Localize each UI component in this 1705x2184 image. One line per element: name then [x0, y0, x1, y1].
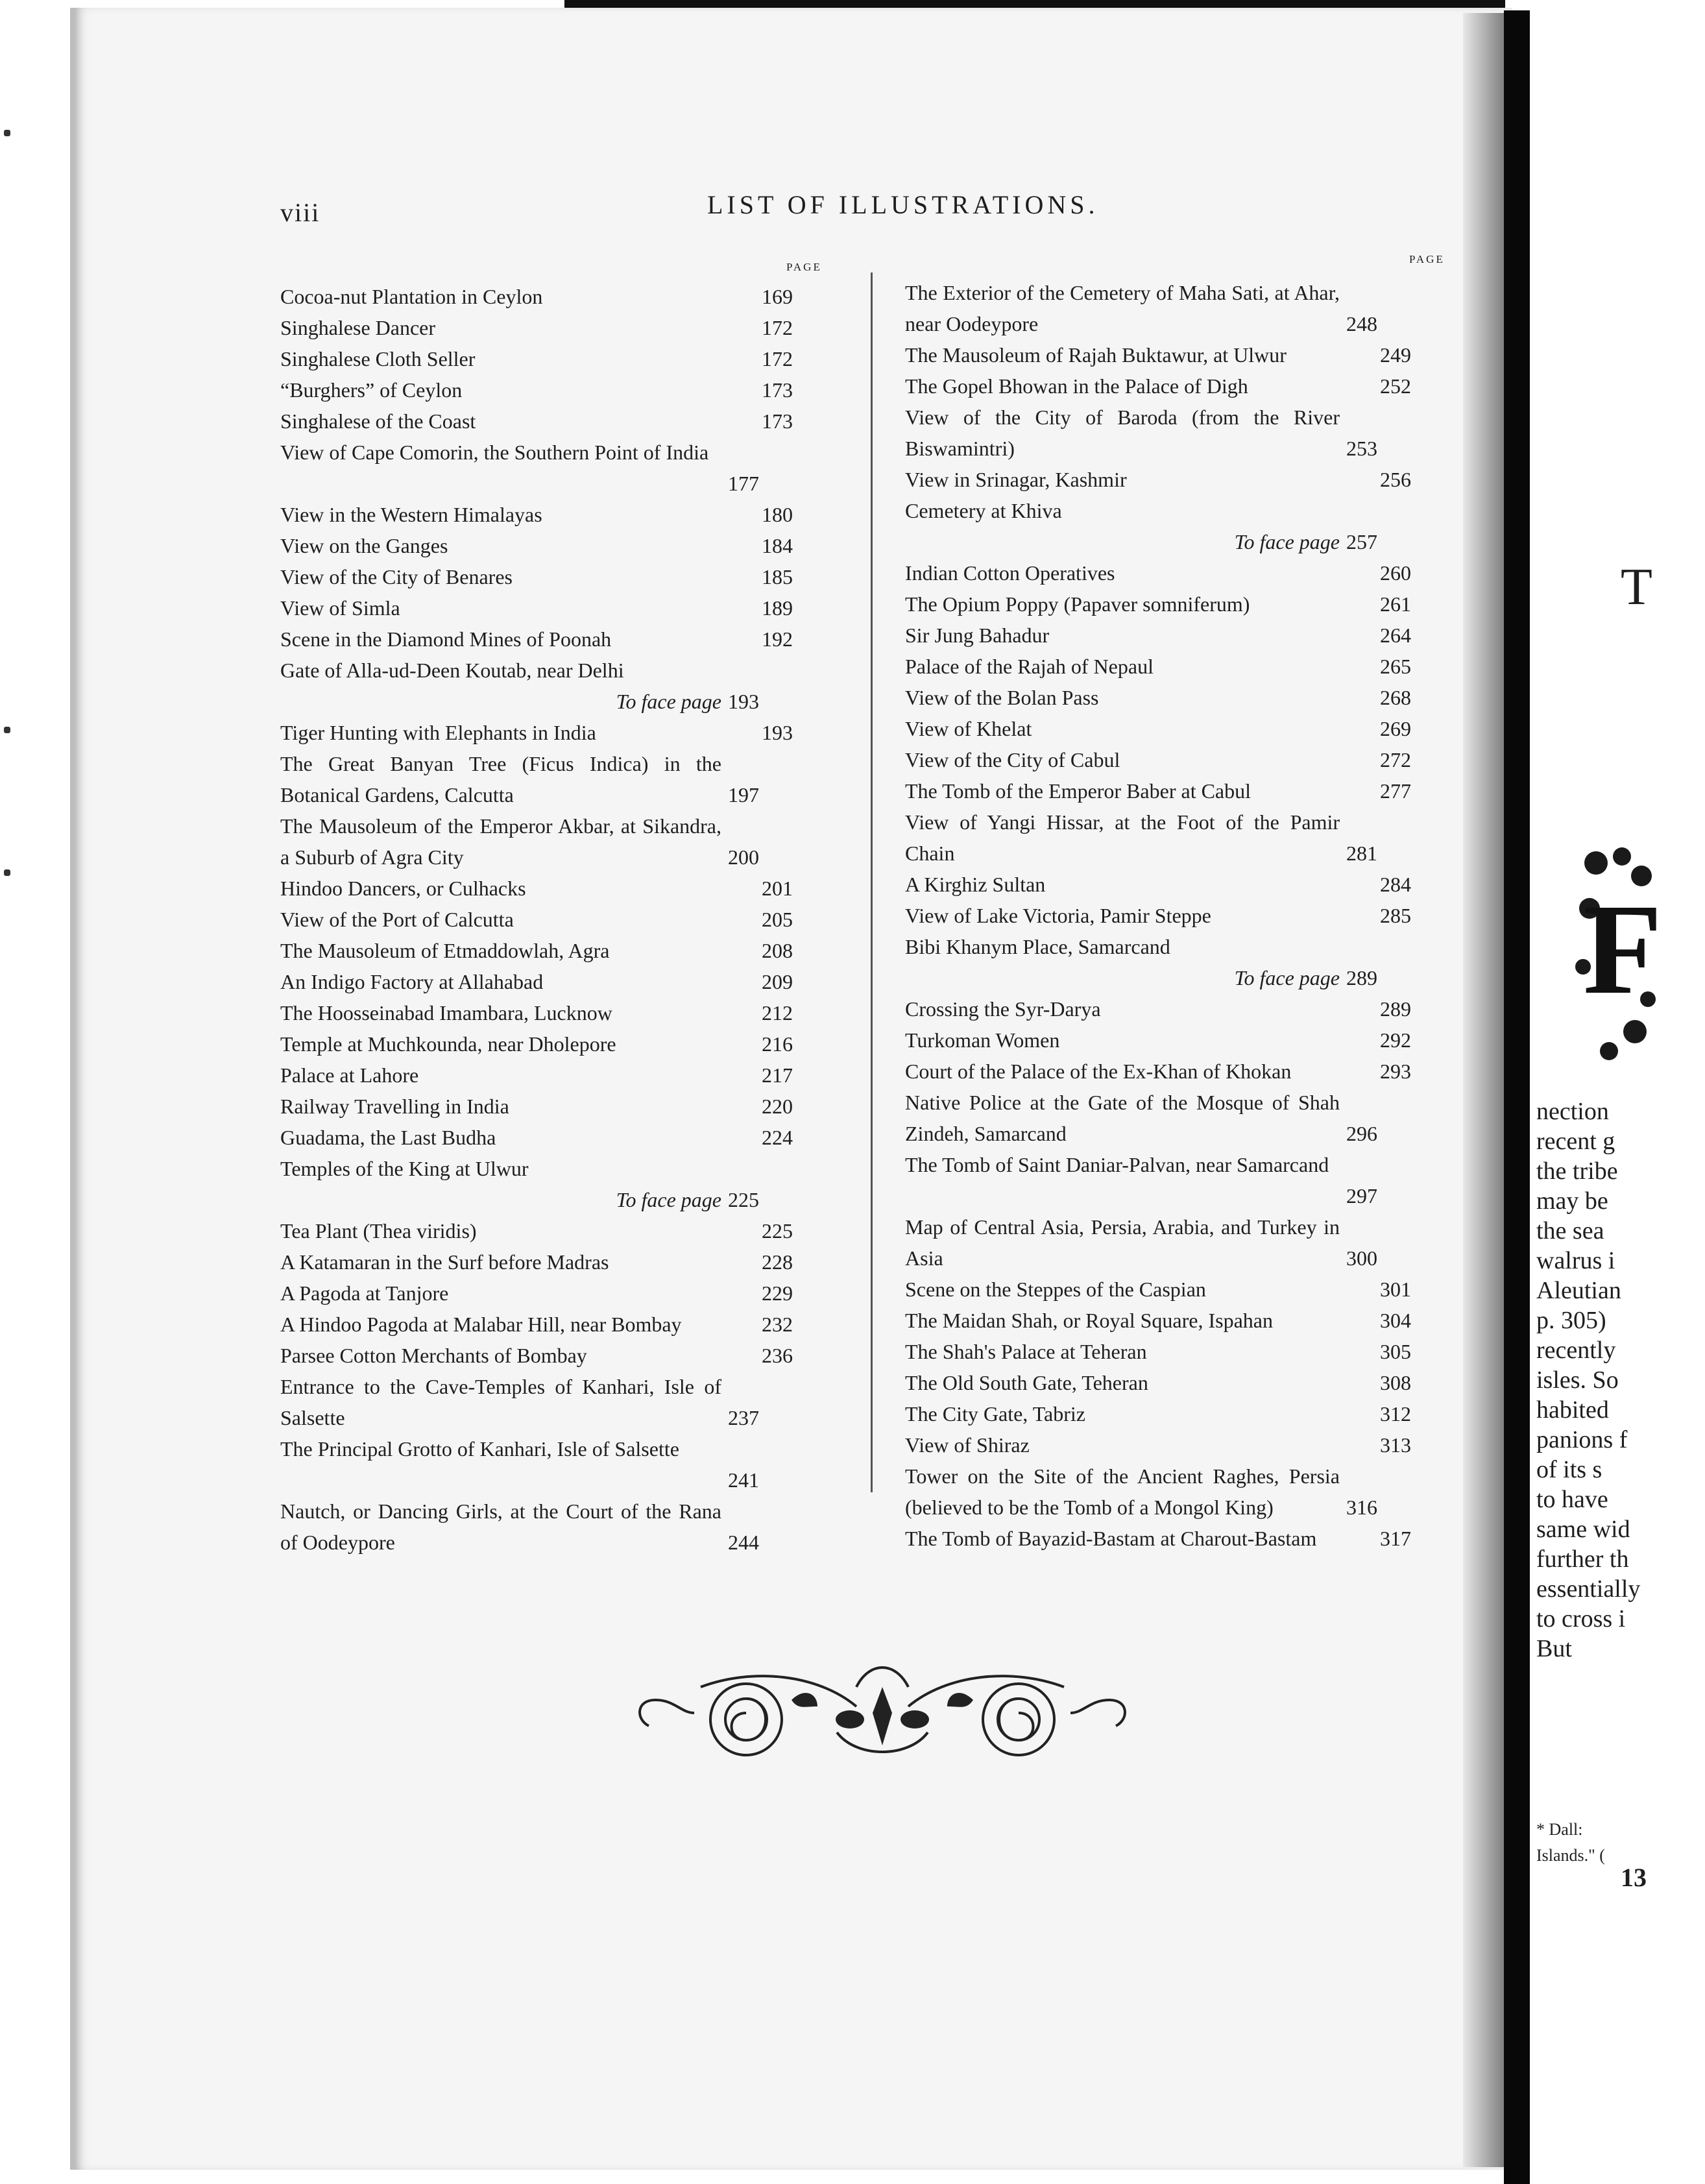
illustration-title: Sir Jung Bahadur: [905, 624, 1050, 647]
illustration-title: Tea Plant (Thea viridis): [280, 1219, 477, 1243]
list-item: [280, 530, 793, 561]
page-ref: 268: [1380, 686, 1411, 709]
page-ref: 237: [728, 1406, 759, 1429]
list-item: [280, 561, 793, 592]
page-ref: 224: [762, 1126, 793, 1149]
illustration-title: Railway Travelling in India: [280, 1095, 509, 1118]
illustration-title: The Tomb of Saint Daniar-Palvan, near Samarcand: [905, 1153, 1329, 1176]
list-item: [280, 748, 793, 810]
gutter-shadow: [1463, 13, 1507, 2167]
facing-text-line: Aleutian: [1536, 1277, 1621, 1304]
list-item: [905, 1398, 1411, 1429]
illustrations-list-left: [280, 281, 793, 1558]
list-item: [905, 495, 1411, 557]
page-ref: 301: [1380, 1278, 1411, 1301]
facing-text-line: isles. So: [1536, 1366, 1619, 1394]
list-item: [280, 1340, 793, 1371]
illustration-title: Turkoman Women: [905, 1028, 1060, 1052]
page-ref: 293: [1380, 1060, 1411, 1083]
illustration-title: A Hindoo Pagoda at Malabar Hill, near Bombay: [280, 1313, 682, 1336]
page-ref: 220: [762, 1095, 793, 1118]
illustration-title: Temples of the King at Ulwur: [280, 1157, 529, 1180]
to-face-page-note: To face page: [616, 1188, 721, 1211]
illustration-title: A Pagoda at Tanjore: [280, 1281, 449, 1305]
facing-text-line: But: [1536, 1635, 1572, 1662]
illustration-title: The Shah's Palace at Teheran: [905, 1340, 1147, 1363]
list-item: [280, 1246, 793, 1278]
list-item: [280, 717, 793, 748]
page-ref: 248: [1346, 312, 1377, 335]
list-item: [905, 1056, 1411, 1087]
illustration-title: The Tomb of Bayazid-Bastam at Charout-Bastam: [905, 1527, 1317, 1550]
illustration-title: Guadama, the Last Budha: [280, 1126, 496, 1149]
to-face-page-note: To face page: [1234, 530, 1340, 553]
page-ref: 173: [762, 378, 793, 402]
page-ref: 189: [762, 596, 793, 620]
illustration-title: View of the City of Baroda (from the River Biswamintri): [905, 406, 1340, 460]
list-item: [905, 900, 1411, 931]
list-item: [905, 588, 1411, 620]
list-item: [905, 1149, 1411, 1211]
illustration-title: Palace at Lahore: [280, 1063, 419, 1087]
illustration-title: The Mausoleum of the Emperor Akbar, at Sikandra, a Suburb of Agra City: [280, 814, 721, 869]
page-ref: 212: [762, 1001, 793, 1025]
list-item: [280, 1122, 793, 1153]
list-item: [280, 437, 793, 499]
illustration-title: Parsee Cotton Merchants of Bombay: [280, 1344, 587, 1367]
illustration-title: The Mausoleum of Rajah Buktawur, at Ulwur: [905, 343, 1287, 367]
decorative-ornament: [623, 1648, 1142, 1765]
page-ref: 300: [1346, 1246, 1377, 1270]
illustration-title: Hindoo Dancers, or Culhacks: [280, 877, 526, 900]
illustration-title: An Indigo Factory at Allahabad: [280, 970, 544, 993]
illustration-title: Tower on the Site of the Ancient Raghes, Persia (believed to be the Tomb of a Mongol King): [905, 1464, 1340, 1519]
scan-margin: [0, 0, 71, 2184]
facing-text-line: of its s: [1536, 1456, 1602, 1483]
page-ref: 285: [1380, 904, 1411, 927]
to-face-page-note: To face page: [616, 690, 721, 713]
illustration-title: Palace of the Rajah of Nepaul: [905, 655, 1154, 678]
illustration-title: Native Police at the Gate of the Mosque of Shah Zindeh, Samarcand: [905, 1091, 1340, 1145]
page-ref: 184: [762, 534, 793, 557]
illustration-title: Singhalese Cloth Seller: [280, 347, 476, 370]
scan-speck: [4, 130, 10, 136]
page-ref: 192: [762, 627, 793, 651]
illustration-title: View of Cape Comorin, the Southern Point of India: [280, 441, 709, 464]
page-ref: 173: [762, 409, 793, 433]
page-ref: 305: [1380, 1340, 1411, 1363]
page-ref: 236: [762, 1344, 793, 1367]
page-ref: 289: [1346, 966, 1377, 989]
list-item: [280, 592, 793, 624]
list-item: [280, 1028, 793, 1060]
page-ref: 308: [1380, 1371, 1411, 1394]
page-ref: 225: [762, 1219, 793, 1243]
illustration-title: Gate of Alla-ud-Deen Koutab, near Delhi: [280, 659, 624, 682]
to-face-page-note: To face page: [1234, 966, 1340, 989]
list-item: [905, 277, 1411, 339]
scan-speck: [4, 869, 10, 876]
page-ref: 252: [1380, 374, 1411, 398]
facing-text-line: may be: [1536, 1187, 1608, 1215]
page-ref: 316: [1346, 1496, 1377, 1519]
page-ref: 241: [728, 1468, 759, 1492]
facing-text-line: nection: [1536, 1098, 1609, 1125]
page-ref: 172: [762, 347, 793, 370]
illustration-title: Cemetery at Khiva: [905, 499, 1062, 522]
page-ref: 256: [1380, 468, 1411, 491]
page-ref: 172: [762, 316, 793, 339]
list-item: [905, 1087, 1411, 1149]
page-ref: 208: [762, 939, 793, 962]
column-divider: [871, 273, 873, 1492]
facing-text-line: to have: [1536, 1486, 1608, 1513]
list-item: [905, 1211, 1411, 1274]
list-item: [280, 810, 793, 873]
illustration-title: View of the City of Cabul: [905, 748, 1120, 771]
illustration-title: View of Simla: [280, 596, 400, 620]
illustration-title: The Mausoleum of Etmaddowlah, Agra: [280, 939, 610, 962]
page-ref: 205: [762, 908, 793, 931]
page-ref: 225: [728, 1188, 759, 1211]
illustration-title: Scene on the Steppes of the Caspian: [905, 1278, 1206, 1301]
illustration-title: Crossing the Syr-Darya: [905, 997, 1101, 1021]
list-item: [280, 997, 793, 1028]
list-item: [905, 557, 1411, 588]
page-ref: 253: [1346, 437, 1377, 460]
illustration-title: The Old South Gate, Teheran: [905, 1371, 1148, 1394]
list-item: [280, 1153, 793, 1215]
list-item: [905, 807, 1411, 869]
page-ref: 177: [728, 472, 759, 495]
page-ref: 292: [1380, 1028, 1411, 1052]
list-item: [280, 1060, 793, 1091]
facing-text-line: the sea: [1536, 1217, 1604, 1244]
list-item: [905, 869, 1411, 900]
list-item: [905, 775, 1411, 807]
list-item: [280, 873, 793, 904]
list-item: [280, 966, 793, 997]
decorated-initial-f: [1570, 837, 1661, 1077]
page-ref: 197: [728, 783, 759, 807]
facing-text-line: recent g: [1536, 1128, 1615, 1155]
list-item: [280, 406, 793, 437]
facing-footnote-line: * Dall:: [1536, 1820, 1583, 1839]
list-item: [280, 1309, 793, 1340]
illustration-title: Indian Cotton Operatives: [905, 561, 1115, 585]
page-ref: 200: [728, 845, 759, 869]
page-ref: 228: [762, 1250, 793, 1274]
list-item: [280, 624, 793, 655]
list-item: [280, 1278, 793, 1309]
illustration-title: A Katamaran in the Surf before Madras: [280, 1250, 609, 1274]
binding-gutter: [1504, 10, 1530, 2184]
page-ref: 244: [728, 1531, 759, 1554]
page-column-label: PAGE: [1409, 253, 1445, 265]
page-ref: 249: [1380, 343, 1411, 367]
page-ref: 260: [1380, 561, 1411, 585]
list-item: [905, 1336, 1411, 1367]
list-item: [905, 339, 1411, 370]
page-ref: 217: [762, 1063, 793, 1087]
illustration-title: “Burghers” of Ceylon: [280, 378, 463, 402]
illustration-title: Cocoa-nut Plantation in Ceylon: [280, 285, 543, 308]
list-item: [905, 370, 1411, 402]
list-item: [905, 931, 1411, 993]
illustration-title: Map of Central Asia, Persia, Arabia, and Turkey in Asia: [905, 1215, 1340, 1270]
illustration-title: Court of the Palace of the Ex-Khan of Khokan: [905, 1060, 1292, 1083]
illustration-title: A Kirghiz Sultan: [905, 873, 1046, 896]
page-ref: 289: [1380, 997, 1411, 1021]
list-item: [280, 281, 793, 312]
illustration-title: The Tomb of the Emperor Baber at Cabul: [905, 779, 1252, 803]
page-number: viii: [280, 198, 320, 227]
list-item: [905, 651, 1411, 682]
list-item: [280, 1371, 793, 1433]
list-item: [905, 1305, 1411, 1336]
page-ref: 169: [762, 285, 793, 308]
page-ref: 180: [762, 503, 793, 526]
list-item: [280, 935, 793, 966]
illustration-title: Bibi Khanym Place, Samarcand: [905, 935, 1170, 958]
page-ref: 193: [728, 690, 759, 713]
facing-text-line: panions f: [1536, 1426, 1628, 1453]
illustration-title: Nautch, or Dancing Girls, at the Court of the Rana of Oodeypore: [280, 1499, 721, 1554]
illustrations-list-right: [905, 277, 1411, 1554]
list-item: [280, 499, 793, 530]
page-ref: 272: [1380, 748, 1411, 771]
list-item: [280, 1215, 793, 1246]
illustration-title: The Maidan Shah, or Royal Square, Ispahan: [905, 1309, 1273, 1332]
page-ref: 265: [1380, 655, 1411, 678]
page-ref: 297: [1346, 1184, 1377, 1207]
list-item: [905, 1367, 1411, 1398]
list-item: [280, 655, 793, 717]
signature-mark: 13: [1621, 1863, 1647, 1892]
illustration-title: Singhalese Dancer: [280, 316, 436, 339]
page-ref: 313: [1380, 1433, 1411, 1457]
page-ref: 209: [762, 970, 793, 993]
illustration-title: View on the Ganges: [280, 534, 448, 557]
facing-text-line: walrus i: [1536, 1247, 1615, 1274]
list-item: [280, 904, 793, 935]
facing-text-line: further th: [1536, 1546, 1629, 1573]
list-item: [905, 402, 1411, 464]
list-item: [905, 1523, 1411, 1554]
list-item: [280, 1496, 793, 1558]
list-item: [280, 1433, 793, 1496]
illustration-title: The City Gate, Tabriz: [905, 1402, 1085, 1426]
page-ref: 317: [1380, 1527, 1411, 1550]
page-ref: 257: [1346, 530, 1377, 553]
page-ref: 185: [762, 565, 793, 588]
list-item: [905, 682, 1411, 713]
page-ref: 216: [762, 1032, 793, 1056]
page-ref: 281: [1346, 842, 1377, 865]
list-item: [905, 464, 1411, 495]
facing-page: [1530, 0, 1663, 2184]
list-item: [905, 620, 1411, 651]
page-ref: 269: [1380, 717, 1411, 740]
list-item: [905, 1025, 1411, 1056]
page-ref: 201: [762, 877, 793, 900]
page-ref: 261: [1380, 592, 1411, 616]
page-ref: 312: [1380, 1402, 1411, 1426]
page-ref: 264: [1380, 624, 1411, 647]
illustration-title: View in the Western Himalayas: [280, 503, 542, 526]
page-ref: 296: [1346, 1122, 1377, 1145]
list-item: [905, 713, 1411, 744]
page-column-label: PAGE: [786, 261, 822, 273]
illustration-title: The Exterior of the Cemetery of Maha Sati, at Ahar, near Oodeypore: [905, 281, 1340, 335]
list-item: [280, 1091, 793, 1122]
facing-footnote-line: Islands." (: [1536, 1846, 1605, 1865]
facing-text-line: to cross i: [1536, 1605, 1626, 1632]
facing-text-line: essentially: [1536, 1575, 1641, 1603]
list-item: [905, 744, 1411, 775]
illustration-title: Scene in the Diamond Mines of Poonah: [280, 627, 612, 651]
initial-letter: F: [1583, 878, 1663, 1021]
facing-footnote: [1536, 1817, 1605, 1869]
facing-text-line: habited: [1536, 1396, 1609, 1424]
page-ref: 229: [762, 1281, 793, 1305]
illustration-title: View of Shiraz: [905, 1433, 1030, 1457]
page-title: LIST OF ILLUSTRATIONS.: [707, 190, 1099, 219]
illustration-title: Temple at Muchkounda, near Dholepore: [280, 1032, 616, 1056]
facing-heading-fragment: T: [1621, 559, 1652, 616]
facing-text-line: recently: [1536, 1337, 1616, 1364]
scan-speck: [4, 727, 10, 733]
illustration-title: Tiger Hunting with Elephants in India: [280, 721, 596, 744]
facing-text-line: the tribe: [1536, 1158, 1618, 1185]
page-ref: 304: [1380, 1309, 1411, 1332]
list-item: [280, 374, 793, 406]
illustration-title: The Opium Poppy (Papaver somniferum): [905, 592, 1250, 616]
illustration-title: Singhalese of the Coast: [280, 409, 476, 433]
illustration-title: View in Srinagar, Kashmir: [905, 468, 1127, 491]
list-item: [905, 1274, 1411, 1305]
page-ref: 277: [1380, 779, 1411, 803]
illustration-title: View of Yangi Hissar, at the Foot of the Pamir Chain: [905, 810, 1340, 865]
facing-text-line: p. 305): [1536, 1307, 1606, 1334]
illustration-title: The Principal Grotto of Kanhari, Isle of Salsette: [280, 1437, 679, 1461]
list-item: [905, 1429, 1411, 1461]
illustration-title: The Great Banyan Tree (Ficus Indica) in the Botanical Gardens, Calcutta: [280, 752, 721, 807]
illustration-title: The Hoosseinabad Imambara, Lucknow: [280, 1001, 612, 1025]
list-item: [280, 312, 793, 343]
illustration-title: View of the Port of Calcutta: [280, 908, 514, 931]
facing-text-line: same wid: [1536, 1516, 1630, 1543]
page-ref: 232: [762, 1313, 793, 1336]
illustration-title: View of the Bolan Pass: [905, 686, 1099, 709]
illustration-title: The Gopel Bhowan in the Palace of Digh: [905, 374, 1248, 398]
list-item: [905, 993, 1411, 1025]
illustration-title: Entrance to the Cave-Temples of Kanhari, Isle of Salsette: [280, 1375, 721, 1429]
page-ref: 284: [1380, 873, 1411, 896]
list-item: [280, 343, 793, 374]
list-item: [905, 1461, 1411, 1523]
facing-page-text: [1536, 1097, 1705, 1664]
illustration-title: View of Khelat: [905, 717, 1032, 740]
illustration-title: View of the City of Benares: [280, 565, 513, 588]
illustration-title: View of Lake Victoria, Pamir Steppe: [905, 904, 1211, 927]
page-ref: 193: [762, 721, 793, 744]
